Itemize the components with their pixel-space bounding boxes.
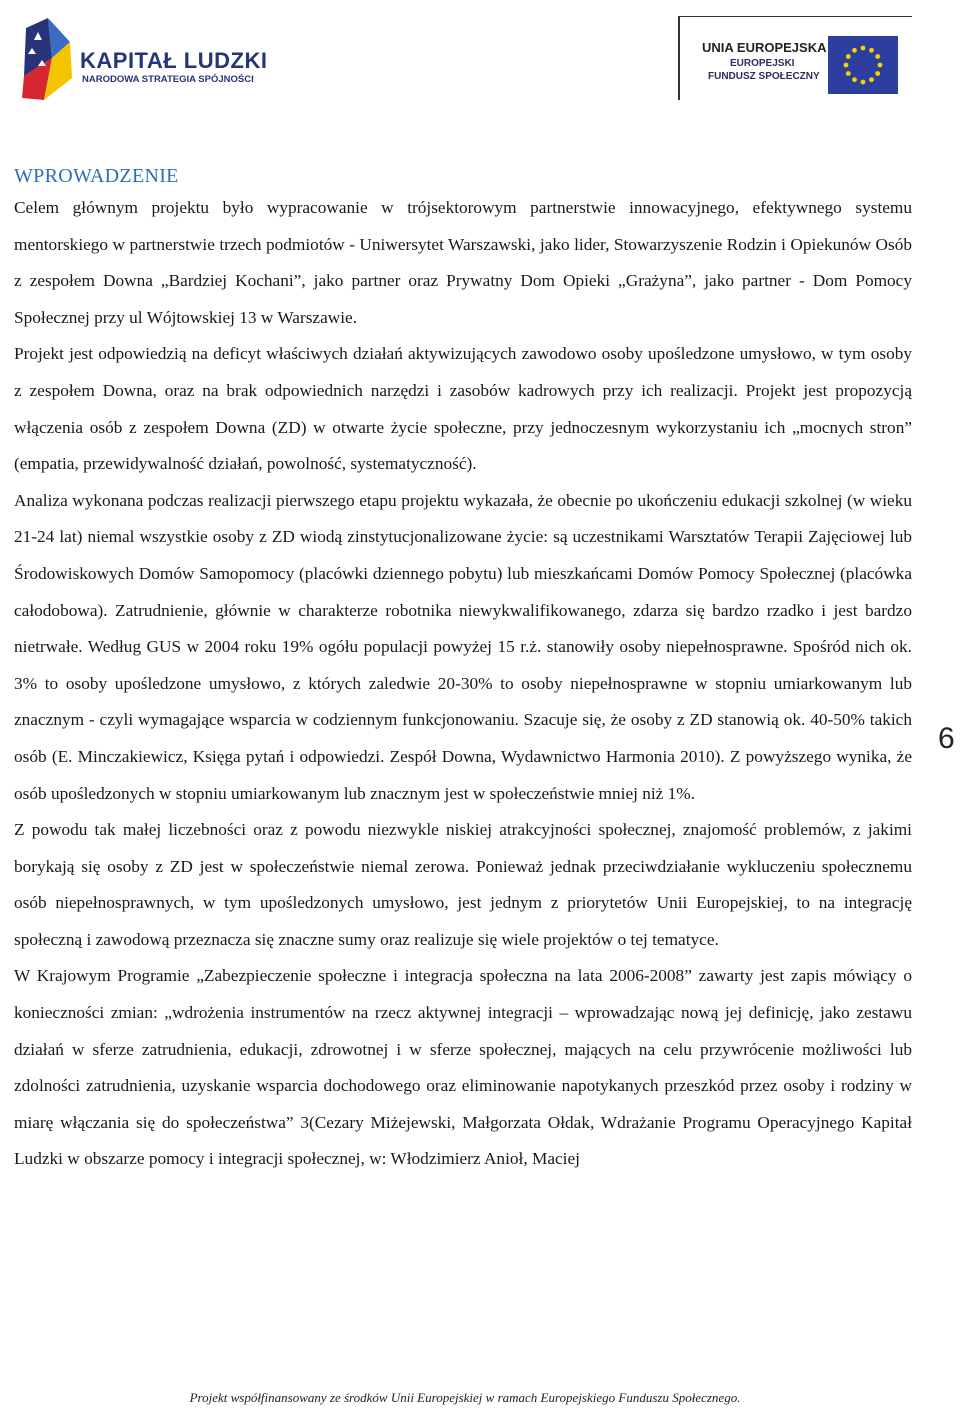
kapital-ludzki-subtitle: NARODOWA STRATEGIA SPÓJNOŚCI [82,74,254,85]
kapital-ludzki-logo [18,18,268,100]
kapital-ludzki-title: KAPITAŁ LUDZKI [80,48,268,73]
paragraph-list [14,190,912,1178]
page-number: 6 [938,722,955,755]
esf-label-line1: EUROPEJSKI [730,58,795,69]
logo-frame-line [678,16,680,100]
document-body [14,162,912,1178]
logo-frame-line [678,16,912,17]
footer-note: Projekt współfinansowany ze środków Unii Europejskiej w ramach Europejskiego Funduszu Społecznego. [189,1390,741,1405]
paragraph: W Krajowym Programie „Zabezpieczenie społeczne i integracja społeczna na lata 2006-2008” zawarty jest zapis mówiący o konieczności zmian: „wdrożenia instrumentów na rzecz aktywnej integracji – wprowadzając nową jej definicję, jako zestawu działań w sferze zatrudnienia, edukacji, zdrowotnej i w sferze społecznej, mających na celu przywrócenie możliwości lub zdolności zatrudnienia, uzyskanie wsparcia dochodowego oraz eliminowanie napotykanych przeszkód przez osoby i rodziny w miarę włączania się do społeczeństwa” 3(Cezary Miżejewski, Małgorzata Ołdak, Wdrażanie Programu Operacyjnego Kapitał Ludzki w obszarze pomocy i integracji społecznej, w: Włodzimierz Anioł, Maciej [14,966,912,1169]
paragraph: Analiza wykonana podczas realizacji pierwszego etapu projektu wykazała, że obecnie po ukończeniu edukacji szkolnej (w wieku 21-24 lat) niemal wszystkie osoby z ZD wiodą zinstytucjonalizowane życie: są uczestnikami Warsztatów Terapii Zajęciowej lub Środowiskowych Domów Samopomocy (placówki dziennego pobytu) lub mieszkańcami Domów Pomocy Społecznej (placówka całodobowa). Zatrudnienie, głównie w charakterze robotnika niewykwalifikowanego, zdarza się bardzo rzadko i jest bardzo nietrwałe. Według GUS w 2004 roku 19% ogółu populacji powyżej 15 r.ż. stanowiły osoby niepełnosprawne. Spośród nich ok. 3% to osoby upośledzone umysłowo, z których zaledwie 20-30% to osoby niepełnosprawne w stopniu umiarkowanym lub znacznym - czyli wymagające wsparcia w codziennym funkcjonowaniu. Szacuje się, że osoby z ZD stanowią ok. 40-50% takich osób (E. Minczakiewicz, Księga pytań i odpowiedzi. Zespół Downa, Wydawnictwo Harmonia 2010). Z powyższego wynika, że osób upośledzonych w stopniu umiarkowanym lub znacznym jest w społeczeństwie mniej niż 1%. [14,490,912,803]
kapital-ludzki-emblem-icon [18,18,78,100]
paragraph: Celem głównym projektu było wypracowanie w trójsektorowym partnerstwie innowacyjnego, efektywnego systemu mentorskiego w partnerstwie trzech podmiotów - Uniwersytet Warszawski, jako lider, Stowarzyszenie Rodzin i Opiekunów Osób z zespołem Downa „Bardziej Kochani”, jako partner oraz Prywatny Dom Opieki „Grażyna”, jako partner - Dom Pomocy Społecznej przy ul Wójtowskiej 13 w Warszawie. [14,198,912,327]
esf-label-line2: FUNDUSZ SPOŁECZNY [708,71,820,82]
eu-esf-logo [678,14,914,102]
eu-flag-icon [828,36,898,94]
paragraph: Z powodu tak małej liczebności oraz z powodu niezwykle niskiej atrakcyjności społecznej, znajomość problemów, z jakimi borykają się osoby z ZD jest w społeczeństwie niemal zerowa. Ponieważ jednak przeciwdziałanie wykluczeniu społecznemu osób niepełnosprawnych, w tym upośledzonych umysłowo, jest jednym z priorytetów Unii Europejskiej, to na integrację społeczną i zawodową przeznacza się znaczne sumy oraz realizuje się wiele projektów o tej tematyce. [14,820,912,949]
paragraph: Projekt jest odpowiedzią na deficyt właściwych działań aktywizujących zawodowo osoby upośledzone umysłowo, w tym osoby z zespołem Downa, oraz na brak odpowiednich narzędzi i zasobów kadrowych przy ich realizacji. Projekt jest propozycją włączenia osób z zespołem Downa (ZD) w otwarte życie społeczne, przy jednoczesnym wykorzystaniu ich „mocnych stron” (empatia, przewidywalność działań, powolność, systematyczność). [14,344,912,474]
eu-label: UNIA EUROPEJSKA [702,40,827,55]
section-heading: WPROWADZENIE [14,165,179,187]
